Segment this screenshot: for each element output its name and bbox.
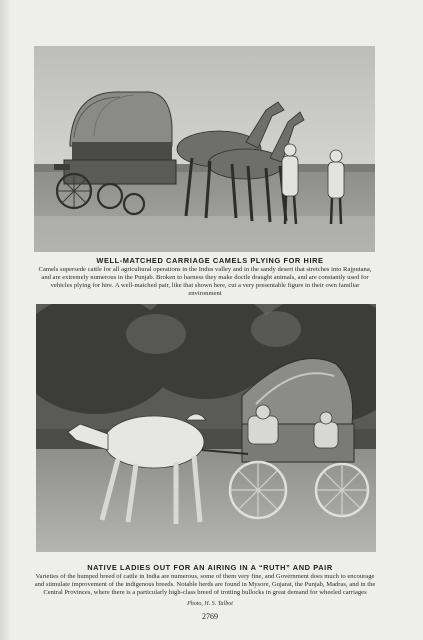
top-photo-caption: Camels supersede cattle for all agricultural operations in the Indus valley and in the sandy desert that stretches into Rajputana, and are extremely numerous in the Punjab. Broken to harness they make docile draught animals, and are constantly used for vehicles plying for hire. A well-matched pair, like that shown here, cut a very presentable figure in their own familiar environment — [38, 266, 372, 298]
camel-carriage-photo — [34, 46, 375, 252]
page-edge — [0, 0, 10, 640]
photo-credit: Photo, H. S. Talbot — [187, 601, 233, 607]
page-number: 2769 — [202, 612, 218, 621]
bottom-photo-title: NATIVE LADIES OUT FOR AN AIRING IN A “RUTH” AND PAIR — [87, 563, 333, 572]
ruth-bullock-illustration — [36, 304, 376, 552]
ruth-bullock-photo — [36, 304, 376, 552]
camel-carriage-illustration — [34, 46, 375, 252]
top-photo-title: WELL-MATCHED CARRIAGE CAMELS PLYING FOR HIRE — [96, 256, 324, 265]
bottom-photo-caption: Varieties of the humped breed of cattle in India are numerous, some of them very fine, and Government does much to encourage and stimulate improvement of the indigenous breeds. Notable herds are found in Mysore, Gujarat, the Punjab, Madras, and in the Central Provinces, where there is a particularly high-class breed of trotting bullocks in great demand for wheeled carriages — [34, 573, 376, 597]
